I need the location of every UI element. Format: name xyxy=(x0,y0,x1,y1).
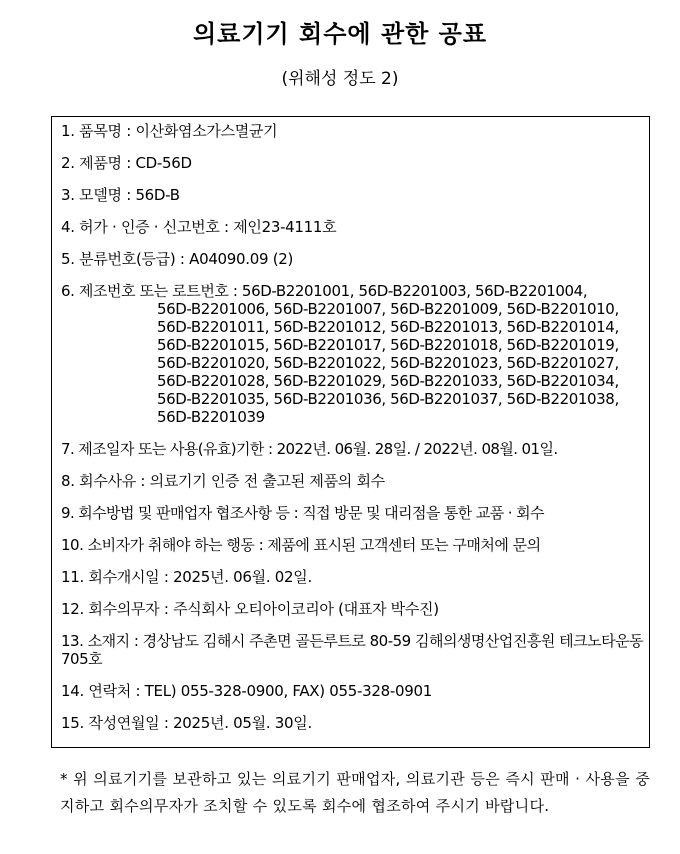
item-manufacture-date: 7. 제조일자 또는 사용(유효)기한 : 2022년. 06월. 28일. / 2022년. 08월. 01일. xyxy=(61,440,558,458)
lot-line: 56D-B2201020, 56D-B2201022, 56D-B2201023, 56D-B2201027, xyxy=(157,354,619,372)
lot-line: 56D-B2201001, 56D-B2201003, 56D-B2201004, xyxy=(241,282,588,300)
lot-label: 6. 제조번호 또는 로트번호 : xyxy=(61,282,242,300)
lot-line: 56D-B2201006, 56D-B2201007, 56D-B2201009, 56D-B2201010, xyxy=(157,300,619,318)
item-recall-party: 12. 회수의무자 : 주식회사 오티아이코리아 (대표자 박수진) xyxy=(61,600,439,618)
item-license-number: 4. 허가 · 인증 · 신고번호 : 제인23-4111호 xyxy=(61,218,337,236)
item-consumer-action: 10. 소비자가 취해야 하는 행동 : 제품에 표시된 고객센터 또는 구매처에 문의 xyxy=(61,536,541,554)
item-recall-reason: 8. 회수사유 : 의료기기 인증 전 출고된 제품의 회수 xyxy=(61,472,385,490)
item-address: 13. 소재지 : 경상남도 김해시 주촌면 골든루트로 80-59 김해의생명산업진흥원 테크노타운동 705호 xyxy=(61,632,644,668)
lot-line: 56D-B2201039 xyxy=(157,408,265,426)
item-product: 2. 제품명 : CD-56D xyxy=(61,154,192,172)
item-lot-numbers xyxy=(61,282,646,426)
item-classification: 5. 분류번호(등급) : A04090.09 (2) xyxy=(61,250,294,268)
recall-info-list xyxy=(61,122,646,746)
item-written-date: 15. 작성연월일 : 2025년. 05월. 30일. xyxy=(61,714,312,732)
lot-line: 56D-B2201011, 56D-B2201012, 56D-B2201013, 56D-B2201014, xyxy=(157,318,619,336)
page-title: 의료기기 회수에 관한 공표 xyxy=(192,20,488,48)
item-contact: 14. 연락처 : TEL) 055-328-0900, FAX) 055-328-0901 xyxy=(61,682,432,700)
item-model: 3. 모델명 : 56D-B xyxy=(61,186,180,204)
footnote: * 위 의료기기를 보관하고 있는 의료기기 판매업자, 의료기관 등은 즉시 판매 · 사용을 중지하고 회수의무자가 조치할 수 있도록 회수에 협조하여 주시기 바랍니다. xyxy=(60,770,650,815)
item-recall-method: 9. 회수방법 및 판매업자 협조사항 등 : 직접 방문 및 대리점을 통한 교품 · 회수 xyxy=(61,504,544,522)
recall-info-box xyxy=(51,116,650,748)
hazard-level-subtitle: (위해성 정도 2) xyxy=(281,69,399,89)
lot-line: 56D-B2201028, 56D-B2201029, 56D-B2201033, 56D-B2201034, xyxy=(157,372,619,390)
item-product-name: 1. 품목명 : 이산화염소가스멸균기 xyxy=(61,122,278,140)
lot-line: 56D-B2201015, 56D-B2201017, 56D-B2201018, 56D-B2201019, xyxy=(157,336,619,354)
item-recall-start-date: 11. 회수개시일 : 2025년. 06월. 02일. xyxy=(61,568,312,586)
lot-line: 56D-B2201035, 56D-B2201036, 56D-B2201037, 56D-B2201038, xyxy=(157,390,619,408)
